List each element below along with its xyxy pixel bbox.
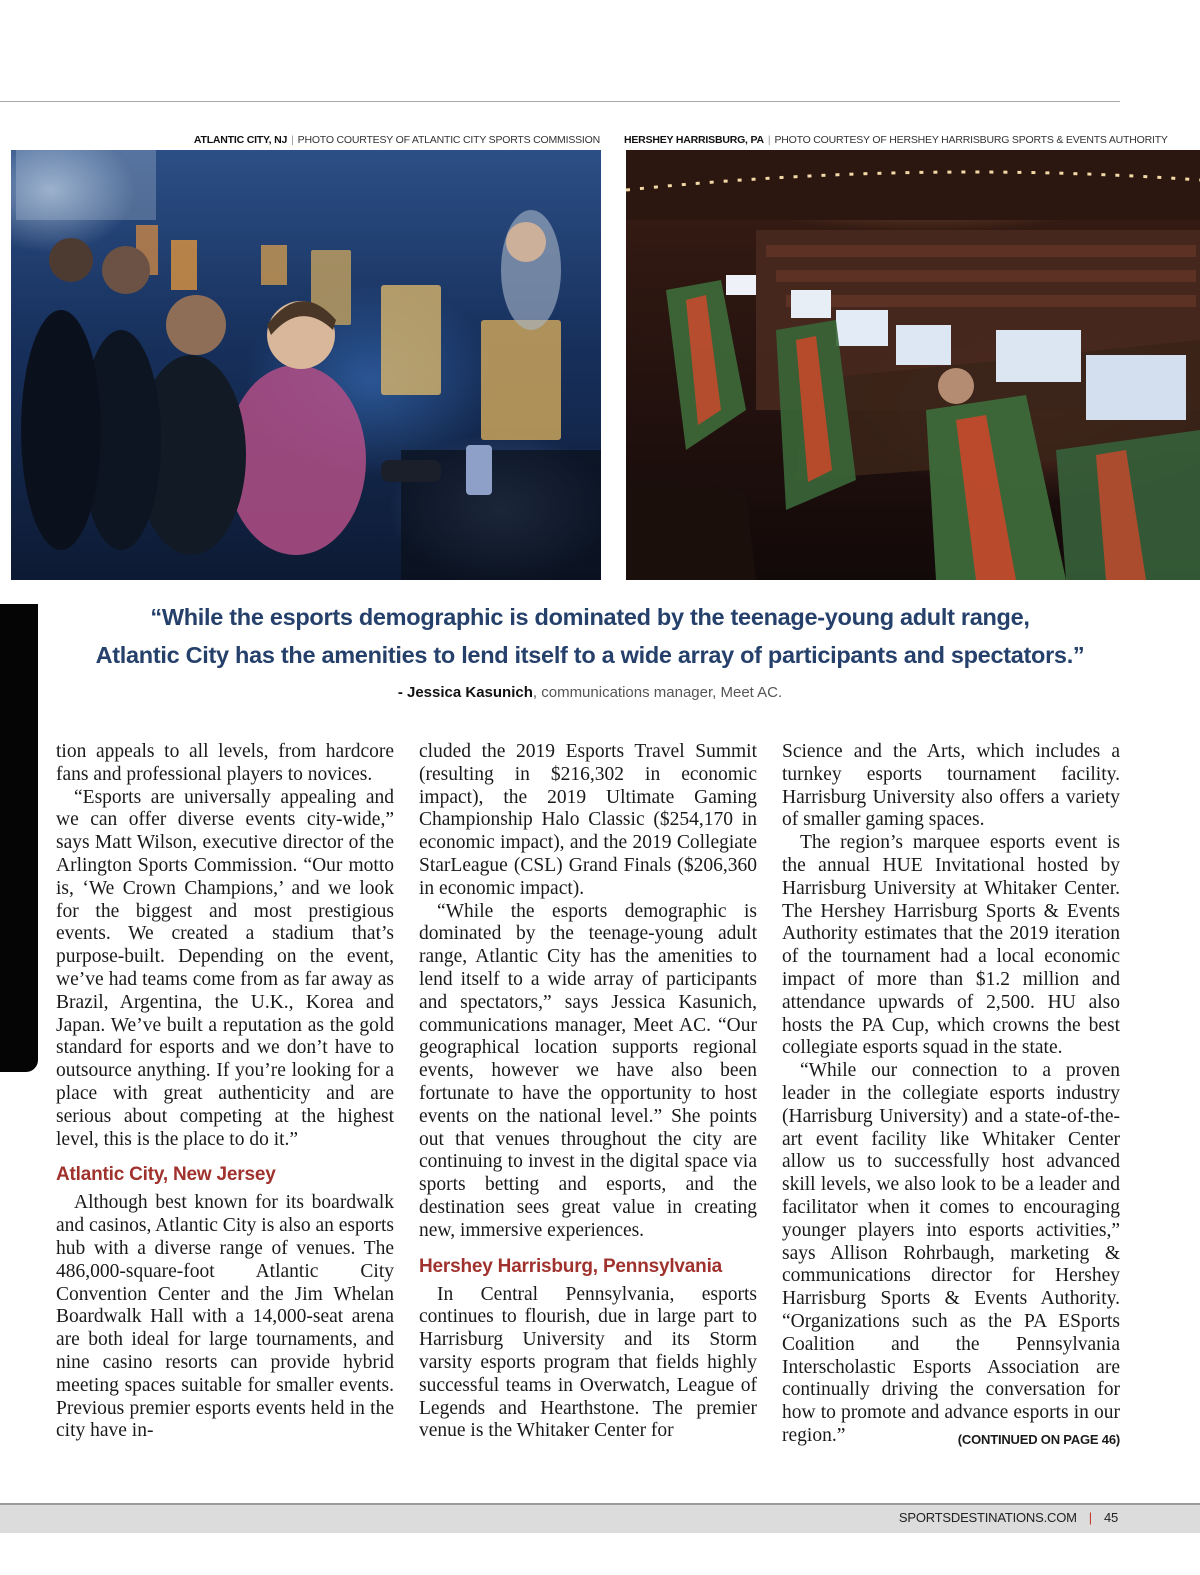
pull-quote-line: “While the esports demographic is dominated by the teenage-young adult range,	[150, 604, 1030, 630]
paragraph: The region’s marquee esports event is the annual HUE Invitational hosted by Harrisburg University at Whitaker Center. The Hershey Harrisburg Sports & Events Authority estimates that the 2019 iteration of the tournament had a local economic impact of more than $1.2 million and attendance upwards of 2,500. HU also hosts the PA Cup, which crowns the best collegiate esports squad in the state.	[782, 832, 1120, 1059]
credit-location: ATLANTIC CITY, NJ	[193, 134, 288, 146]
pull-quote-line: Atlantic City has the amenities to lend itself to a wide array of participants and spectators.”	[95, 642, 1085, 668]
attribution-role: , communications manager, Meet AC.	[532, 684, 783, 701]
section-heading-atlantic-city: Atlantic City, New Jersey	[56, 1164, 276, 1186]
page-footer	[899, 1510, 1118, 1525]
credit-location: HERSHEY HARRISBURG, PA	[624, 134, 764, 146]
arena-illustration	[626, 150, 1200, 580]
continued-notice: (CONTINUED ON PAGE 46)	[957, 1431, 1120, 1447]
pull-quote-attribution	[40, 684, 1140, 701]
photo-atlantic-city-esports	[11, 150, 601, 580]
paragraph: In Central Pennsylvania, esports continues to flourish, due in large part to Harrisburg University and its Storm varsity esports program that fields highly successful teams in Overwatch, League of Legends and Hearthstone. The premier venue is the Whitaker Center for	[419, 1283, 757, 1442]
article-column-2	[419, 741, 757, 1443]
credit-text: PHOTO COURTESY OF HERSHEY HARRISBURG SPORTS & EVENTS AUTHORITY	[774, 134, 1168, 146]
paragraph: tion appeals to all levels, from hardcore fans and professional players to novices.	[56, 741, 394, 785]
attribution-name: Jessica Kasunich	[406, 684, 533, 701]
attribution-dash: -	[397, 684, 407, 701]
paragraph: cluded the 2019 Esports Travel Summit (resulting in $216,302 in economic impact), the 2019 Ultimate Gaming Championship Halo Classic ($254,170 in economic impact), and the 2019 Collegiate StarLeague (CSL) Grand Finals ($206,360 in economic impact).	[419, 741, 757, 899]
paragraph: Science and the Arts, which includes a turnkey esports tournament facility. Harrisburg University also offers a variety of smaller gaming spaces.	[782, 741, 1120, 831]
photo-hershey-harrisburg-esports	[626, 150, 1200, 580]
page-number: 45	[1103, 1510, 1118, 1525]
article-column-3	[782, 741, 1120, 1452]
photo-credit-right	[624, 134, 1168, 148]
pull-quote	[40, 598, 1140, 674]
footer-separator: |	[1088, 1510, 1092, 1525]
footer-site: SPORTSDESTINATIONS.COM	[898, 1510, 1077, 1525]
credit-separator: |	[767, 134, 771, 146]
photo-credit-left	[194, 134, 600, 148]
paragraph: “Esports are universally appealing and we can offer diverse events city-wide,” says Matt Wilson, executive director of the Arlington Sports Commission. “Our motto is, ‘We Crown Champions,’ and we look for the biggest and most prestigious events. We created a stadium that’s purpose-built. Depending on the event, we’ve had teams come from as far away as Brazil, Argentina, the U.K., Korea and Japan. We’ve built a reputation as the gold standard for esports and we don’t have to outsource anything. If you’re looking for a place with great authenticity and are serious about competing at the highest level, this is the place to do it.”	[56, 786, 394, 1150]
credit-text: PHOTO COURTESY OF ATLANTIC CITY SPORTS COMMISSION	[297, 134, 600, 146]
section-heading-hershey-harrisburg: Hershey Harrisburg, Pennsylvania	[419, 1255, 723, 1277]
paragraph: Although best known for its boardwalk and casinos, Atlantic City is also an esports hub with a diverse range of venues. The 486,000-square-foot Atlantic City Convention Center and the Jim Whelan Boardwalk Hall with a 14,000-seat arena are both ideal for large tournaments, and nine casino resorts can provide hybrid meeting spaces suitable for smaller events. Previous premier esports events held in the city have in-	[56, 1192, 394, 1442]
paragraph: “While the esports demographic is dominated by the teenage-young adult range, Atlantic City has the amenities to lend itself to a wide array of participants and spectators,” says Jessica Kasunich, communications manager, Meet AC. “Our geographical location supports regional events, however we have also been fortunate to have the opportunity to host events on the national level.” She points out that venues throughout the city are continuing to invest in the digital space via sports betting and esports, and the destination sees great value in creating new, immersive experiences.	[419, 900, 757, 1241]
gamers-illustration	[11, 150, 601, 580]
paragraph-text: “While our connection to a proven leader in the collegiate esports industry (Harrisburg University) and a state-of-the-art event facility like Whitaker Center allow us to successfully host advanced skill levels, we also look to be a leader and facilitator when it comes to encouraging younger players into esports activities,” says Allison Rohrbaugh, marketing & communications director for Hershey Harrisburg Sports & Events Authority. “Organizations such as the PA ESports Coalition and the Pennsylvania Interscholastic Esports Association are continually driving the conversation for how to promote and advance esports in our region.”	[782, 1060, 1120, 1446]
paragraph	[782, 1060, 1120, 1448]
credit-separator: |	[291, 134, 294, 146]
top-rule	[0, 101, 1120, 102]
black-edge-tab	[0, 604, 38, 1072]
article-column-1	[56, 741, 394, 1443]
